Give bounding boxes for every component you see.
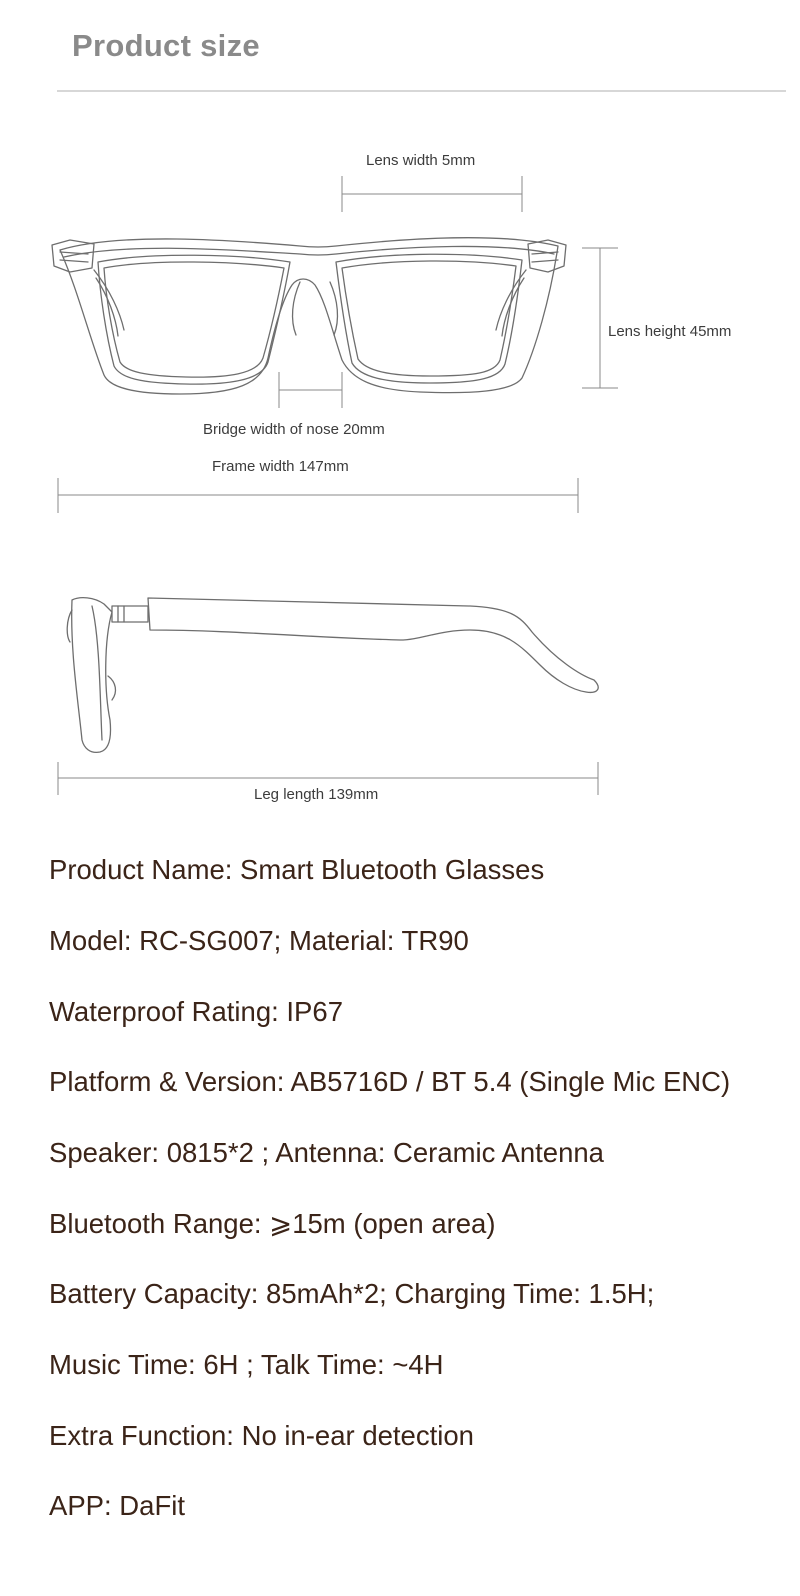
frame-width-label: Frame width 147mm [212,458,349,475]
temple-arm [148,598,598,692]
side-frame-profile [72,598,112,753]
lens-height-dimension-line [582,248,618,388]
spec-bluetooth-range: Bluetooth Range: ⩾15m (open area) [49,1208,496,1239]
spec-platform-version: Platform & Version: AB5716D / BT 5.4 (Single Mic ENC) [49,1066,731,1097]
spec-waterproof-rating: Waterproof Rating: IP67 [49,996,343,1027]
side-view-glasses [67,598,598,753]
spec-product-name: Product Name: Smart Bluetooth Glasses [49,854,545,885]
spec-model-material: Model: RC-SG007; Material: TR90 [49,925,469,956]
bridge-width-dimension-line [279,372,342,408]
right-lens [336,254,522,383]
front-view-glasses [52,238,566,394]
frame-width-dimension-line [58,478,578,513]
lens-width-dimension-line [342,176,522,212]
spec-battery-charging: Battery Capacity: 85mAh*2; Charging Time: 1.5H; [49,1278,655,1309]
lens-height-label: Lens height 45mm [608,323,732,340]
spec-app: APP: DaFit [49,1490,186,1521]
spec-extra-function: Extra Function: No in-ear detection [49,1420,474,1451]
spec-music-talk-time: Music Time: 6H ; Talk Time: ~4H [49,1349,444,1380]
frame-outline [60,238,558,394]
lens-width-label: Lens width 5mm [366,152,476,169]
left-lens [98,255,290,384]
spec-speaker-antenna: Speaker: 0815*2 ; Antenna: Ceramic Antenna [49,1137,604,1168]
bridge-width-label: Bridge width of nose 20mm [203,421,385,438]
section-title: Product size [72,28,260,63]
leg-length-label: Leg length 139mm [254,786,379,803]
